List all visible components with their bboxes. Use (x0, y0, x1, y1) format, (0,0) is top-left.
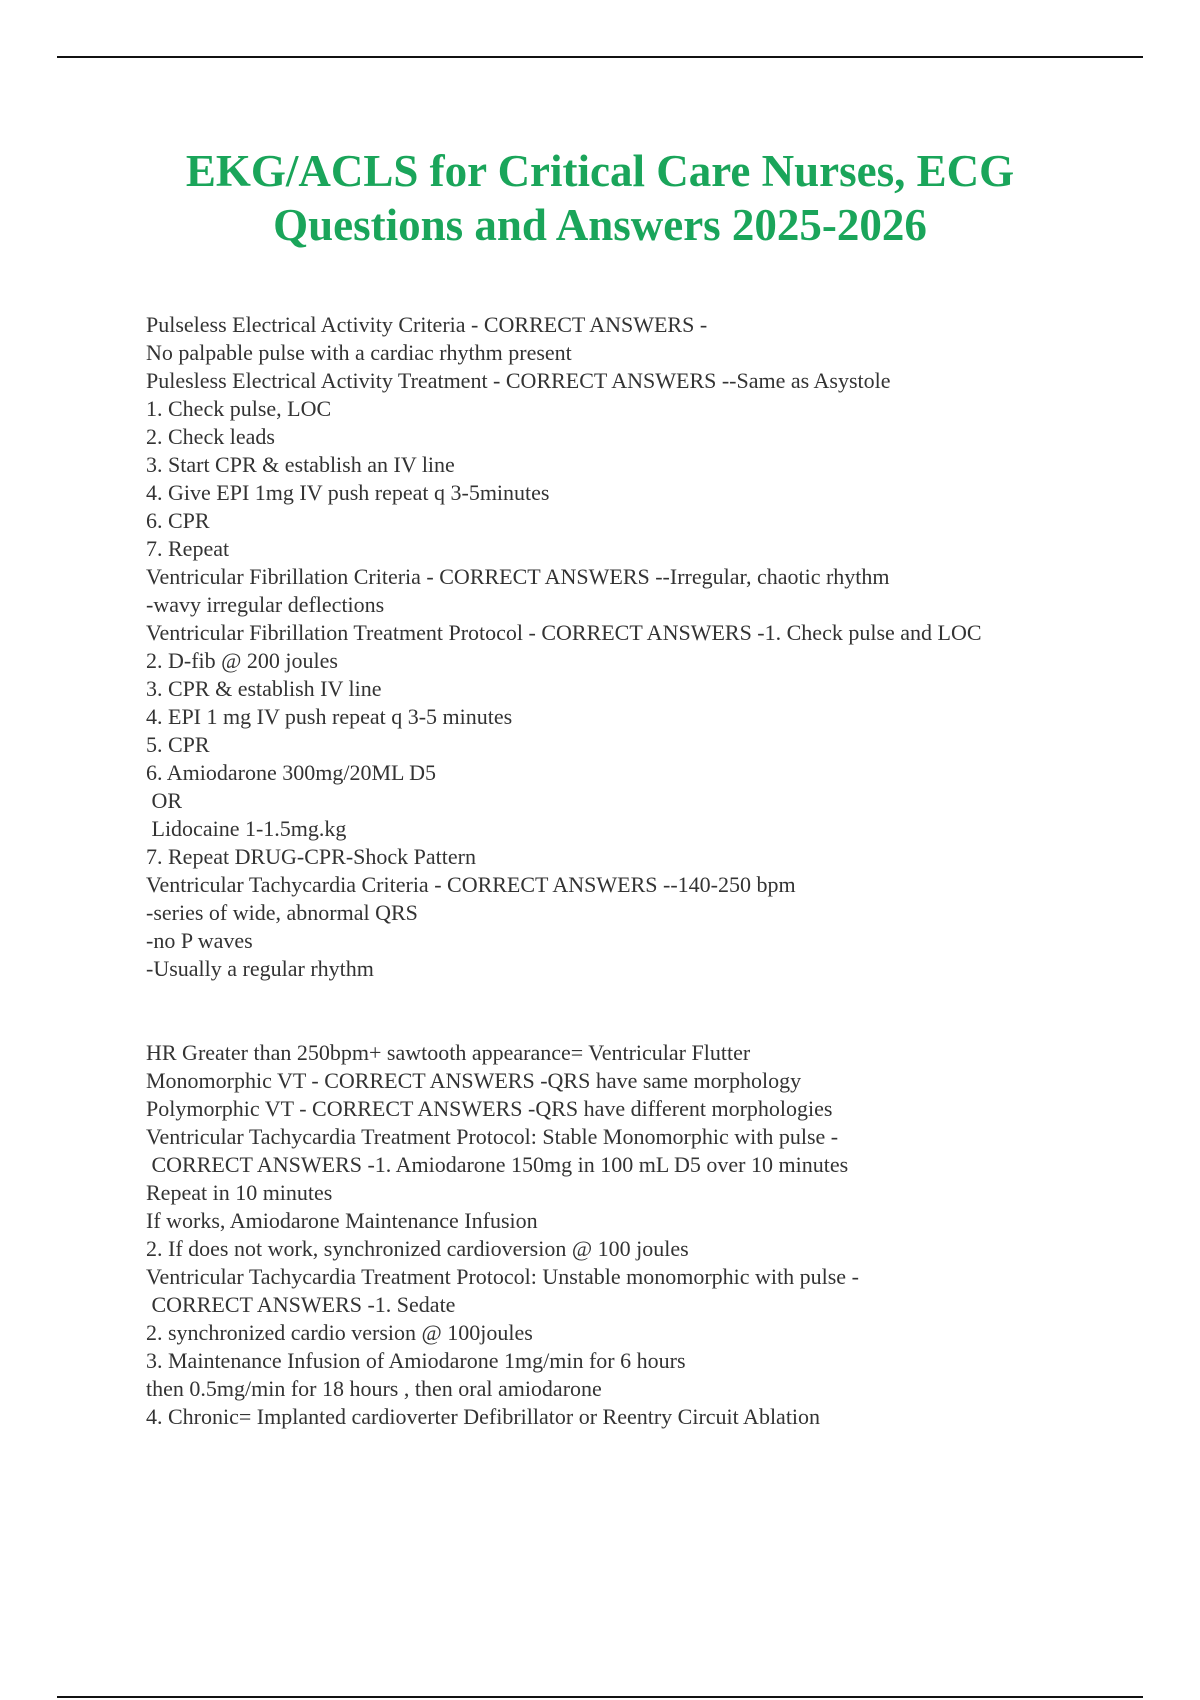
top-rule (57, 56, 1143, 58)
text-line: 3. CPR & establish IV line (146, 676, 382, 701)
text-line: Lidocaine 1-1.5mg.kg (146, 816, 347, 841)
text-line: Ventricular Fibrillation Treatment Protocol - CORRECT ANSWERS -1. Check pulse and LOC (146, 620, 982, 645)
text-line: 5. CPR (146, 732, 210, 757)
text-line: 3. Start CPR & establish an IV line (146, 452, 455, 477)
text-line: 2. D-fib @ 200 joules (146, 648, 338, 673)
text-line: Polymorphic VT - CORRECT ANSWERS -QRS have different morphologies (146, 1096, 833, 1121)
document-body (146, 311, 1156, 1431)
text-line: Pulseless Electrical Activity Criteria - CORRECT ANSWERS - (146, 312, 708, 337)
text-line: 6. Amiodarone 300mg/20ML D5 (146, 760, 437, 785)
document-title (60, 144, 1140, 252)
text-line: 6. CPR (146, 508, 210, 533)
text-line: 1. Check pulse, LOC (146, 396, 332, 421)
text-line: -Usually a regular rhythm (146, 956, 374, 981)
text-line: 4. EPI 1 mg IV push repeat q 3-5 minutes (146, 704, 513, 729)
text-line: 7. Repeat (146, 536, 230, 561)
text-line: Ventricular Tachycardia Criteria - CORRECT ANSWERS --140-250 bpm (146, 872, 796, 897)
text-line: CORRECT ANSWERS -1. Amiodarone 150mg in 100 mL D5 over 10 minutes (146, 1152, 849, 1177)
text-line: -wavy irregular deflections (146, 592, 385, 617)
paragraph-gap (146, 983, 1156, 1039)
text-line: Monomorphic VT - CORRECT ANSWERS -QRS have same morphology (146, 1068, 802, 1093)
text-line: then 0.5mg/min for 18 hours , then oral amiodarone (146, 1376, 602, 1401)
text-line: 7. Repeat DRUG-CPR-Shock Pattern (146, 844, 476, 869)
text-line: -series of wide, abnormal QRS (146, 900, 418, 925)
bottom-rule (57, 1696, 1143, 1698)
text-line: 4. Give EPI 1mg IV push repeat q 3-5minutes (146, 480, 550, 505)
text-line: Ventricular Tachycardia Treatment Protocol: Stable Monomorphic with pulse - (146, 1124, 839, 1149)
title-line: EKG/ACLS for Critical Care Nurses, ECG (185, 146, 1015, 196)
text-line: -no P waves (146, 928, 253, 953)
title-line: Questions and Answers 2025-2026 (273, 200, 927, 250)
text-line: OR (146, 788, 183, 813)
text-line: HR Greater than 250bpm+ sawtooth appearance= Ventricular Flutter (146, 1040, 751, 1065)
text-line: No palpable pulse with a cardiac rhythm present (146, 340, 572, 365)
text-line: 2. synchronized cardio version @ 100joules (146, 1320, 533, 1345)
text-line: Pulesless Electrical Activity Treatment - CORRECT ANSWERS --Same as Asystole (146, 368, 891, 393)
text-line: 2. Check leads (146, 424, 275, 449)
text-line: Repeat in 10 minutes (146, 1180, 333, 1205)
text-line: Ventricular Fibrillation Criteria - CORRECT ANSWERS --Irregular, chaotic rhythm (146, 564, 890, 589)
text-block-2 (146, 1039, 1156, 1431)
text-line: If works, Amiodarone Maintenance Infusion (146, 1208, 538, 1233)
text-line: CORRECT ANSWERS -1. Sedate (146, 1292, 456, 1317)
text-line: 4. Chronic= Implanted cardioverter Defibrillator or Reentry Circuit Ablation (146, 1404, 821, 1429)
text-line: 3. Maintenance Infusion of Amiodarone 1mg/min for 6 hours (146, 1348, 686, 1373)
text-block-1 (146, 311, 1156, 983)
text-line: Ventricular Tachycardia Treatment Protocol: Unstable monomorphic with pulse - (146, 1264, 859, 1289)
text-line: 2. If does not work, synchronized cardioversion @ 100 joules (146, 1236, 689, 1261)
